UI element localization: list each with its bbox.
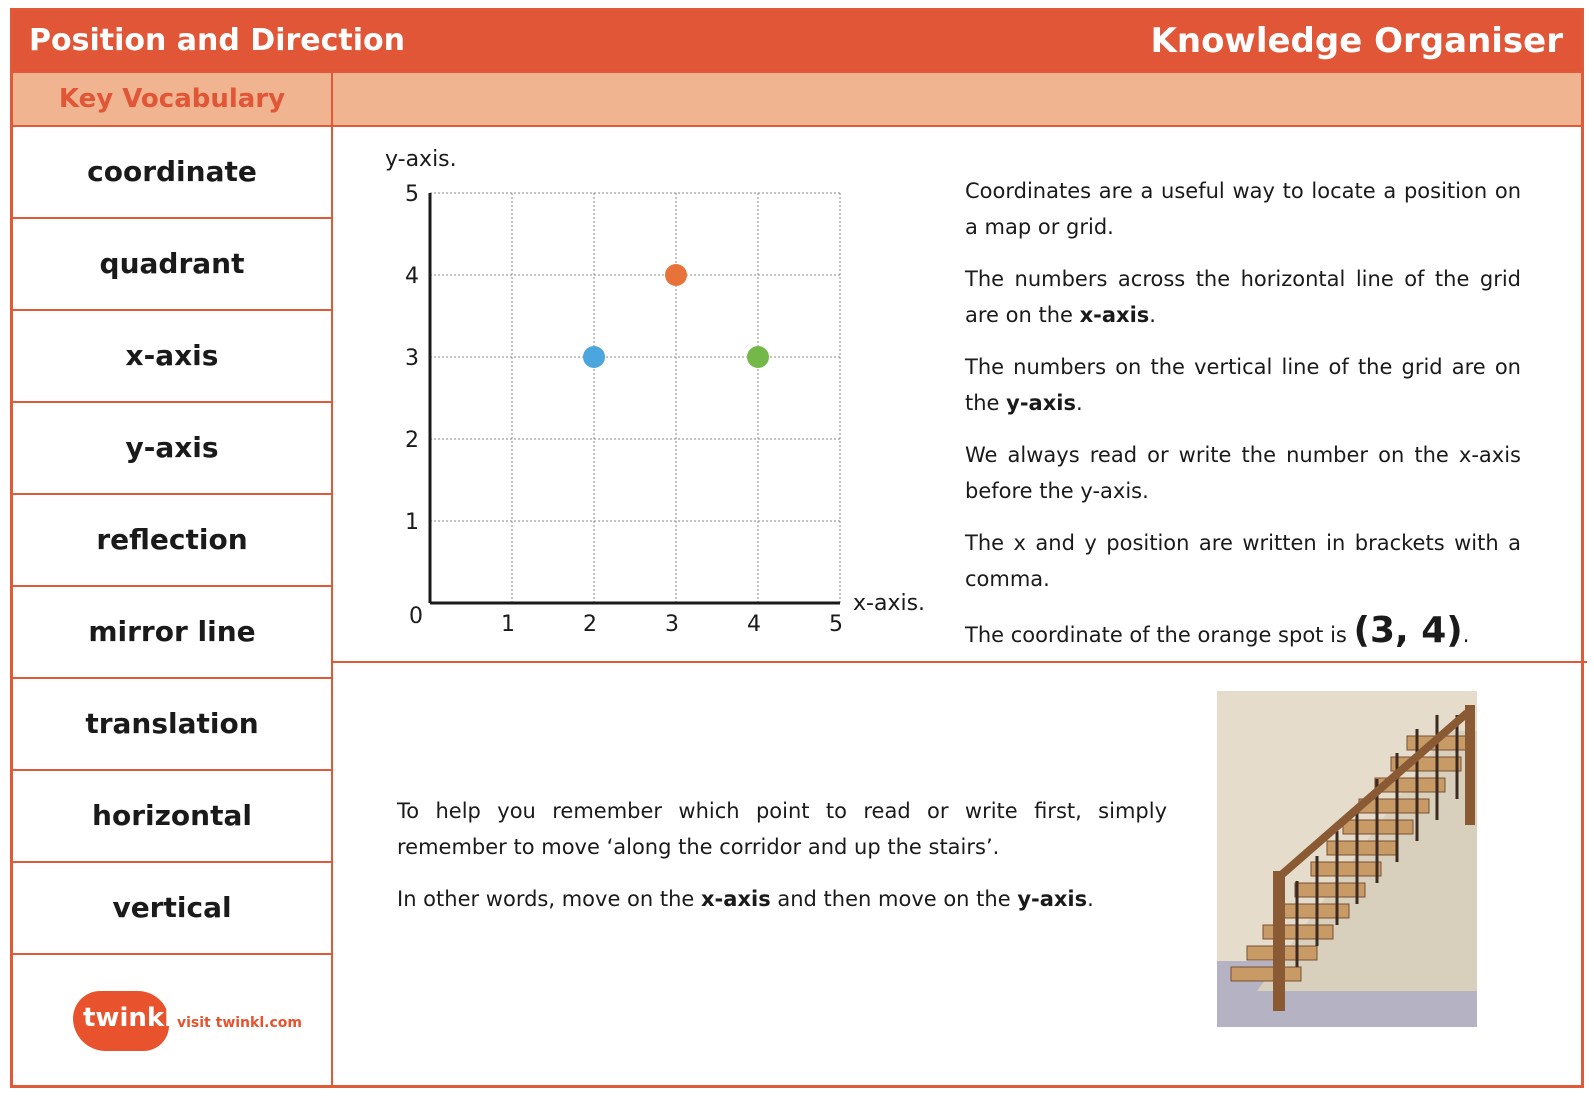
page-title: Position and Direction [29,23,405,58]
visit-link[interactable]: visit twinkl.com [177,1015,302,1031]
vocab-item: coordinate [13,127,331,219]
vocab-item: x-axis [13,311,331,403]
y-tick-label: 3 [405,346,419,371]
orange-spot-coordinate: (3, 4) [1353,610,1463,651]
logo-wordmark: twinkl [83,1003,174,1033]
x-axis-label: x-axis. [853,591,926,616]
key-vocabulary-heading: Key Vocabulary [13,73,333,125]
vocab-item: y-axis [13,403,331,495]
vocab-item: quadrant [13,219,331,311]
coordinate-grid-chart [385,179,845,639]
vocab-item: vertical [13,863,331,955]
y-tick-label: 5 [405,182,419,207]
origin-label: 0 [409,604,423,629]
info-paragraph: We always read or write the number on the x-axis before the y-axis. [965,443,1521,503]
y-tick-label: 2 [405,428,419,453]
data-point [583,346,605,368]
header-bar [13,11,1581,71]
vocab-item: reflection [13,495,331,587]
info-paragraph: The numbers on the vertical line of the grid are on the y-axis. [965,355,1521,415]
vocabulary-list [13,127,333,1085]
data-point [747,346,769,368]
y-tick-label: 1 [405,510,419,535]
vocab-item: mirror line [13,587,331,679]
data-point [665,264,687,286]
y-tick-label: 4 [405,264,419,289]
tip-paragraph: In other words, move on the x-axis and then move on the y-axis. [397,887,1094,911]
knowledge-organiser [10,8,1584,1088]
organiser-title: Knowledge Organiser [1150,21,1563,61]
vocab-item: horizontal [13,771,331,863]
tip-paragraph: To help you remember which point to read or write first, simply remember to move ‘along the corridor and up the stairs’. [397,799,1167,859]
staircase-illustration [1217,691,1477,1027]
x-tick-label: 2 [583,612,597,637]
info-paragraph: The numbers across the horizontal line of the grid are on the x-axis. [965,267,1521,327]
x-tick-label: 1 [501,612,515,637]
vocab-item: translation [13,679,331,771]
x-tick-label: 4 [747,612,761,637]
info-paragraph: The x and y position are written in brackets with a comma. [965,531,1521,591]
twinkl-logo[interactable] [73,991,323,1051]
x-tick-label: 3 [665,612,679,637]
x-tick-label: 5 [829,612,843,637]
remember-tip [397,793,1167,933]
coordinates-explanation [965,173,1521,669]
y-axis-label: y-axis. [385,147,457,172]
info-paragraph: The coordinate of the orange spot is (3, 4). [965,610,1470,651]
info-paragraph: Coordinates are a useful way to locate a position on a map or grid. [965,179,1521,239]
sub-header-bar [13,71,1581,127]
